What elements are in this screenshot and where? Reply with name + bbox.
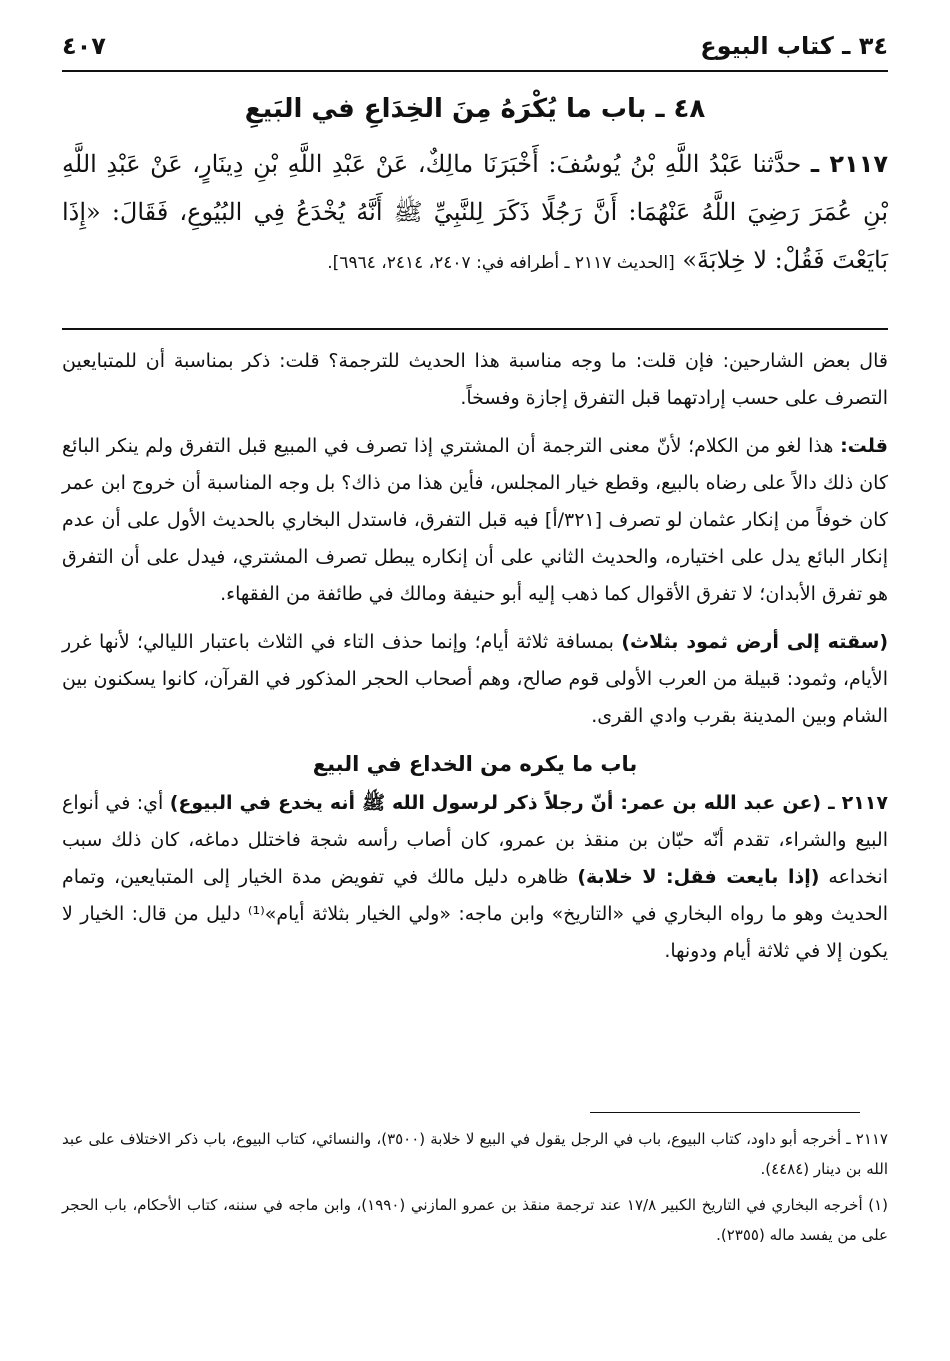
divider [62,328,888,330]
commentary [62,343,888,981]
hadith-reference: [الحديث ٢١١٧ ـ أطرافه في: ٢٤٠٧، ٢٤١٤، ٦٩٦٤]. [327,253,675,273]
commentary-text: ظاهره دليل مالك في تفويض مدة الخيار إلى المتبايعين، وتمام الحديث وهو ما رواه البخاري في «التاريخ» وابن ماجه: «ولي الخيار بثلاثة أيام»⁽¹⁾ دليل من قال: الخيار لا يكون إلا في ثلاثة أيام ودونها. [62,866,888,962]
commentary-paragraph [62,624,888,735]
footnote: (١) أخرجه البخاري في التاريخ الكبير ١٧/٨ عند ترجمة منقذ بن عمرو المازني (١٩٩٠)، وابن ماجه في سننه، كتاب الأحكام، باب الحجر على من يفسد ماله (٢٣٥٥). [62,1196,888,1244]
commentary-text: أي: في أنواع البيع والشراء، تقدم أنّه حبّان بن منقذ بن عمرو، كان أصاب رأسه شجة فاختلل دماغه، كان ذلك سبب انخداعه [62,792,888,888]
footnotes [62,1124,888,1256]
hadith-number: ٢١١٧ ـ [810,150,889,178]
page-number: ٤٠٧ [62,32,106,60]
commentary-paragraph [62,343,888,417]
commentary-paragraph [62,428,888,613]
commentary-lead: قلت: [840,435,888,457]
footnote: ٢١١٧ ـ أخرجه أبو داود، كتاب البيوع، باب في الرجل يقول في البيع لا خلابة (٣٥٠٠)، والنسائي، كتاب البيوع، باب ذكر الاختلاف على عبد الله بن دينار (٤٤٨٤). [62,1130,888,1178]
footnote-divider [590,1112,860,1113]
hadith-text [62,140,888,287]
commentary-subheading: باب ما يكره من الخداع في البيع [312,752,638,776]
section-title: ٤٨ ـ باب ما يُكْرَهُ مِنَ الخِدَاعِ في البَيعِ [244,94,706,124]
hadith-body: حدَّثنا عَبْدُ اللَّهِ بْنُ يُوسُفَ: أَخْبَرَنَا مالِكٌ، عَنْ عَبْدِ اللَّهِ بْنِ دِينَارٍ، عَنْ عَبْدِ اللَّهِ بْنِ عُمَرَ رَضِيَ اللَّهُ عَنْهُمَا: أَنَّ رَجُلًا ذَكَرَ لِلنَّبِيِّ ﷺ أَنَّهُ يُخْدَعُ فِي البُيُوعِ، فَقَالَ: «إِذَا بَايَعْتَ فَقُلْ: لا خِلابَةَ» [62,150,888,274]
commentary-text: بمسافة ثلاثة أيام؛ وإنما حذف التاء في الثلاث باعتبار الليالي؛ لأنها غرر الأيام، وثمود: قبيلة من العرب الأولى قوم صالح، وهم أصحاب الحجر المذكور في القرآن، كانوا يسكنون بين الشام وبين المدينة بقرب وادي القرى. [62,631,888,727]
commentary-quote: (إذا بايعت فقل: لا خلابة) [577,866,820,888]
commentary-text: قال بعض الشارحين: فإن قلت: ما وجه مناسبة هذا الحديث للترجمة؟ قلت: ذكر بمناسبة أن للمتبايعين التصرف على حسب إرادتهما قبل التفرق إجازة وفسخاً. [62,350,888,409]
commentary-lead: ٢١١٧ ـ (عن عبد الله بن عمر: أنّ رجلاً ذكر لرسول الله ﷺ أنه يخدع في البيوع) [169,792,888,814]
commentary-paragraph [62,785,888,970]
commentary-text: هذا لغو من الكلام؛ لأنّ معنى الترجمة أن المشتري إذا تصرف في المبيع قبل التفرق ولم ينكر البائع كان ذلك دالاً على رضاه بالبيع، وقطع خيار المجلس، فأين هذا من ذاك؟ بل وجه المناسبة أن خروج ابن عمر كان خوفاً من إنكار عثمان لو تصرف [٣٢١/أ] فيه قبل التفرق، فاستدل البخاري بالحديث الأول على أن عدم إنكار البائع يدل على اختياره، والحديث الثاني على أن إنكاره يبطل تصرف المشتري، فيدل على أن التفرق هو تفرق الأبدان؛ لا تفرق الأقوال كما ذهب إليه أبو حنيفة ومالك في طائفة من الفقهاء. [62,435,888,605]
commentary-lead: (سقته إلى أرض ثمود بثلاث) [621,631,889,653]
chapter-title: ٣٤ ـ كتاب البيوع [700,32,888,60]
running-header [62,30,888,72]
